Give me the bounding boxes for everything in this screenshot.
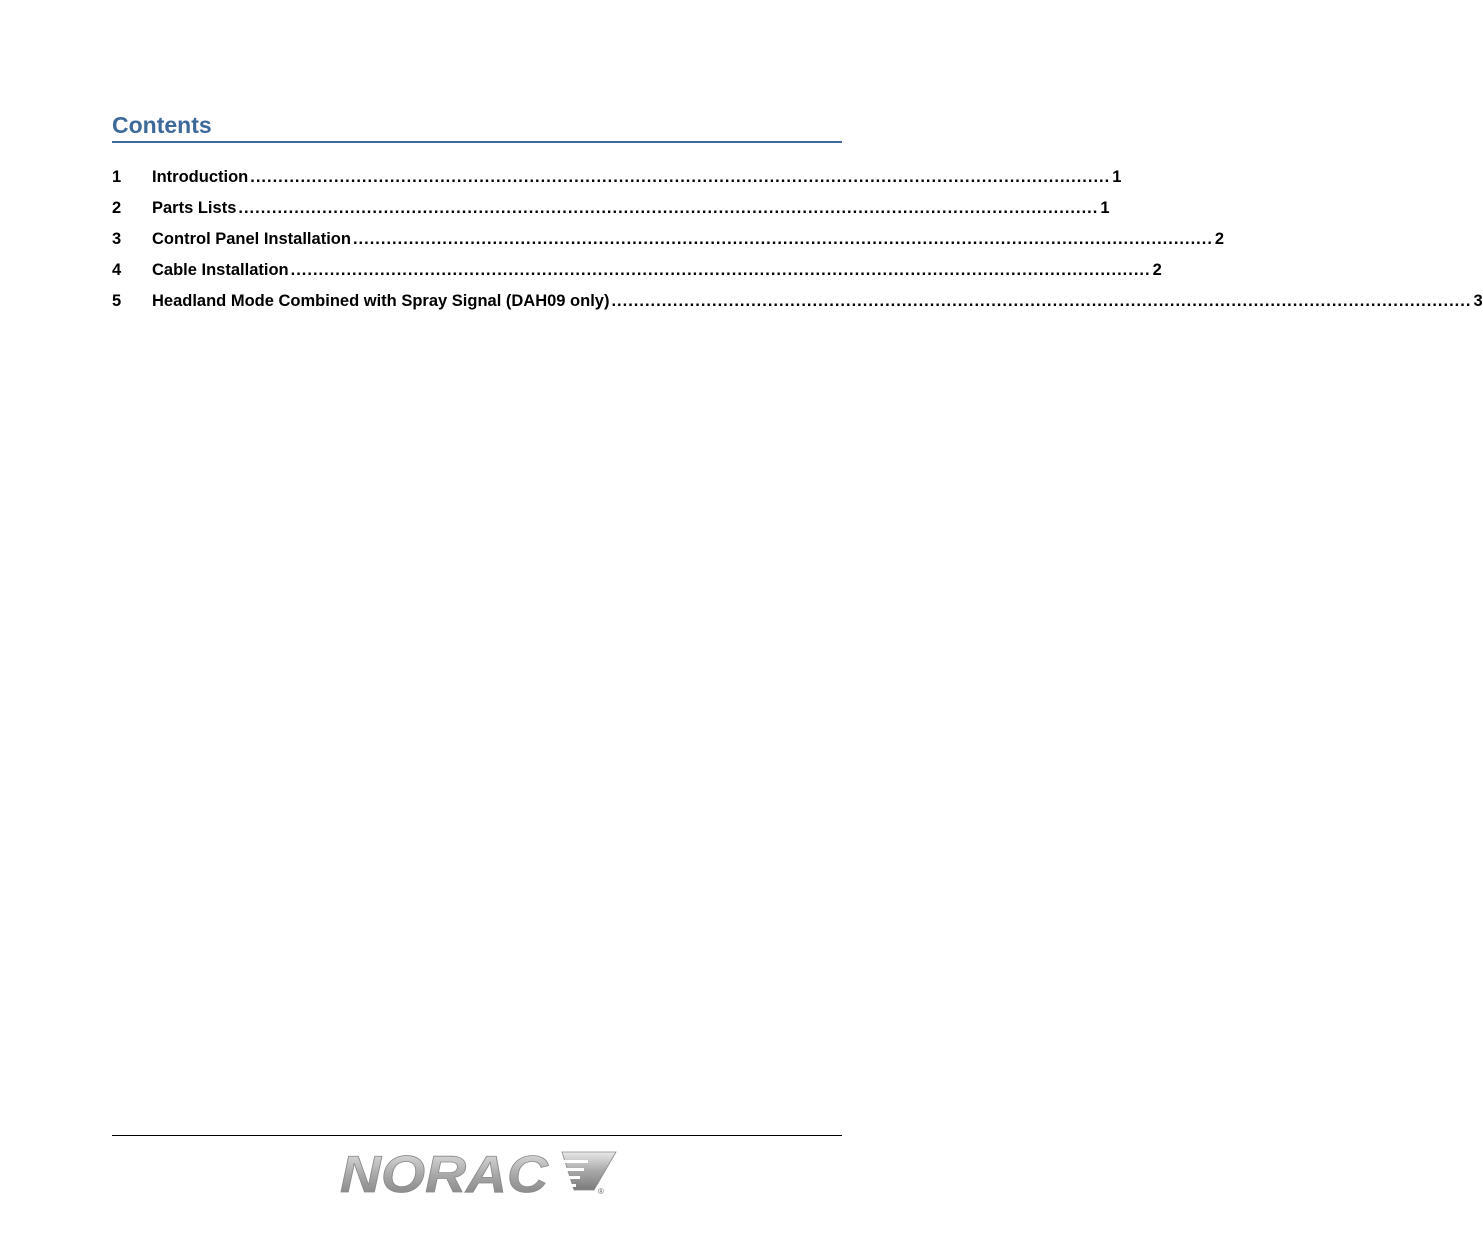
toc-entry-number: 3 bbox=[112, 230, 122, 248]
toc-entry-headland-mode[interactable] bbox=[112, 292, 1483, 323]
toc-entry-page: 1 bbox=[1100, 199, 1110, 217]
toc-entry-number: 1 bbox=[112, 168, 122, 186]
footer-divider bbox=[112, 1135, 842, 1136]
toc-entry-cable-installation[interactable] bbox=[112, 261, 1162, 292]
toc-entry-number: 2 bbox=[112, 199, 122, 217]
toc-entry-control-panel-installation[interactable] bbox=[112, 230, 1225, 261]
toc-entry-page: 2 bbox=[1152, 261, 1162, 279]
toc-leader-dots: .......................................................................................................................................................... bbox=[611, 292, 1472, 310]
toc-leader-dots: .......................................................................................................................................................... bbox=[290, 261, 1151, 279]
norac-logo bbox=[336, 1146, 620, 1204]
toc-entry-page: 1 bbox=[1112, 168, 1122, 186]
toc-entry-title: Headland Mode Combined with Spray Signal (DAH09 only) bbox=[152, 292, 610, 310]
toc-entry-page: 2 bbox=[1214, 230, 1225, 248]
toc-entry-parts-lists[interactable] bbox=[112, 199, 1110, 230]
toc-entry-introduction[interactable] bbox=[112, 168, 1122, 199]
logo-emblem-icon bbox=[552, 1152, 616, 1190]
toc-leader-dots: .......................................................................................................................................................... bbox=[250, 168, 1111, 186]
toc-entry-number: 4 bbox=[112, 261, 122, 279]
toc-entry-title: Control Panel Installation bbox=[152, 230, 351, 248]
toc-leader-dots: .......................................................................................................................................................... bbox=[238, 199, 1099, 217]
toc-leader-dots: .......................................................................................................................................................... bbox=[352, 230, 1213, 248]
toc-entry-number: 5 bbox=[112, 292, 122, 310]
logo-wordmark: NORAC bbox=[340, 1146, 550, 1204]
contents-heading-block bbox=[112, 110, 842, 143]
toc-entry-title: Cable Installation bbox=[152, 261, 289, 279]
table-of-contents bbox=[112, 168, 1483, 323]
logo-registered-mark: ® bbox=[598, 1187, 604, 1196]
toc-entry-title: Introduction bbox=[152, 168, 249, 186]
page-title: Contents bbox=[112, 112, 212, 138]
toc-entry-page: 3 bbox=[1473, 292, 1483, 310]
toc-entry-title: Parts Lists bbox=[152, 199, 237, 217]
